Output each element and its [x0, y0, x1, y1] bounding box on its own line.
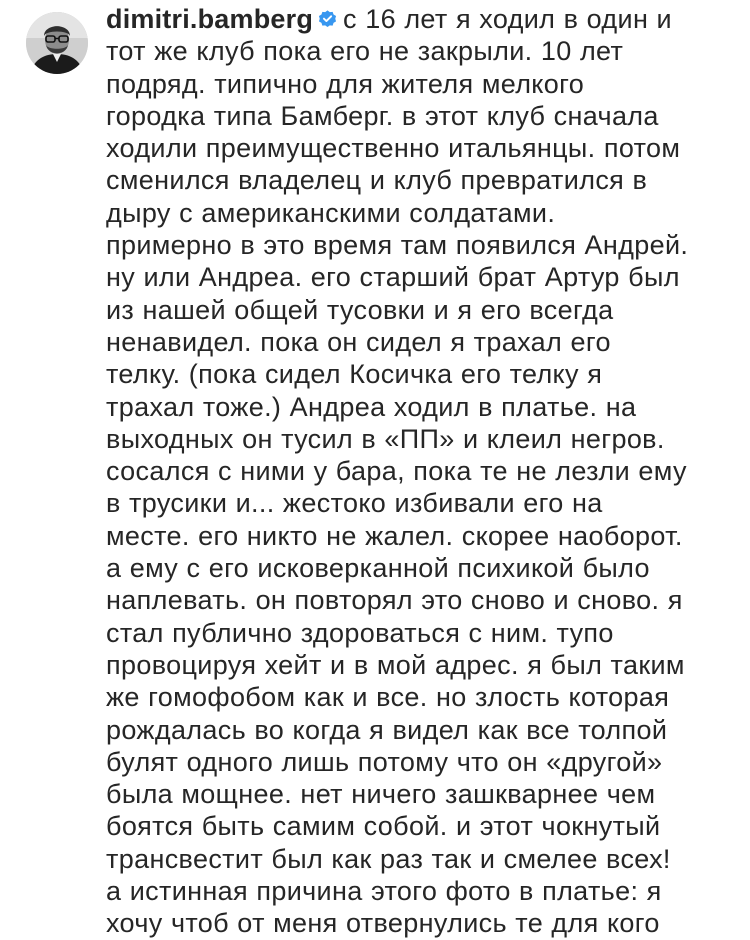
- comment-line: булят одного лишь потому что он «другой»: [106, 746, 663, 777]
- comment-line: тот же клуб пока его не закрыли. 10 лет: [106, 36, 624, 67]
- comment-line: провоцируя хейт и в мой адрес. я был таким: [106, 649, 685, 680]
- comment-line: а ему с его исковерканной психикой было: [106, 553, 650, 584]
- comment-line: же гомофобом как и все. но злость которая: [106, 682, 670, 713]
- comment-line: сменился владелец и клуб превратился в: [106, 165, 648, 196]
- comment-line: ну или Андреа. его старший брат Артур был: [106, 262, 680, 293]
- comment-line: трансвестит был как раз так и смелее всех!: [106, 843, 671, 874]
- comment-line: а истинная причина этого фото в платье: я: [106, 876, 662, 907]
- comment-line: [106, 3, 738, 35]
- comment-line: ходили преимущественно итальянцы. потом: [106, 133, 681, 164]
- comment-line: была мощнее. нет ничего зашкварнее чем: [106, 779, 656, 810]
- comment-line: выходных он тусил в «ПП» и клеил негров.: [106, 423, 665, 454]
- comment-line: рождалась во когда я видел как все толпой: [106, 714, 668, 745]
- verified-badge-icon: [318, 9, 337, 28]
- comment-line: подряд. типично для жителя мелкого: [106, 68, 585, 99]
- comment-line: наплевать. он повторял это сново и сново. я: [106, 585, 683, 616]
- comment-line: сосался с ними у бара, пока те не лезли ему: [106, 456, 687, 487]
- avatar[interactable]: [26, 12, 88, 74]
- comment-line: хочу чтоб от меня отвернулись те для кого: [106, 908, 660, 939]
- comment-line: месте. его никто не жалел. скорее наоборот.: [106, 520, 683, 551]
- comment-line-text: с 16 лет я ходил в один и: [343, 4, 672, 34]
- comment-line: боятся быть самим собой. и этот чокнутый: [106, 811, 661, 842]
- comment-line: трахал тоже.) Андреа ходил в платье. на: [106, 391, 637, 422]
- comment-line: стал публично здороваться с ним. тупо: [106, 617, 614, 648]
- comment-line: в трусики и... жестоко избивали его на: [106, 488, 603, 519]
- comment-line: ненавидел. пока он сидел я трахал его: [106, 326, 611, 357]
- comment-text: [106, 3, 738, 940]
- comment-line: телку. (пока сидел Косичка его телку я: [106, 359, 603, 390]
- comment-line: городка типа Бамберг. в этот клуб сначала: [106, 100, 659, 131]
- avatar-photo: [26, 12, 88, 74]
- comment-line: из нашей общей тусовки и я его всегда: [106, 294, 614, 325]
- comment-line: примерно в это время там появился Андрей.: [106, 230, 689, 261]
- username-link[interactable]: dimitri.bamberg: [106, 4, 314, 34]
- comment-line: дыру с американскими солдатами.: [106, 197, 556, 228]
